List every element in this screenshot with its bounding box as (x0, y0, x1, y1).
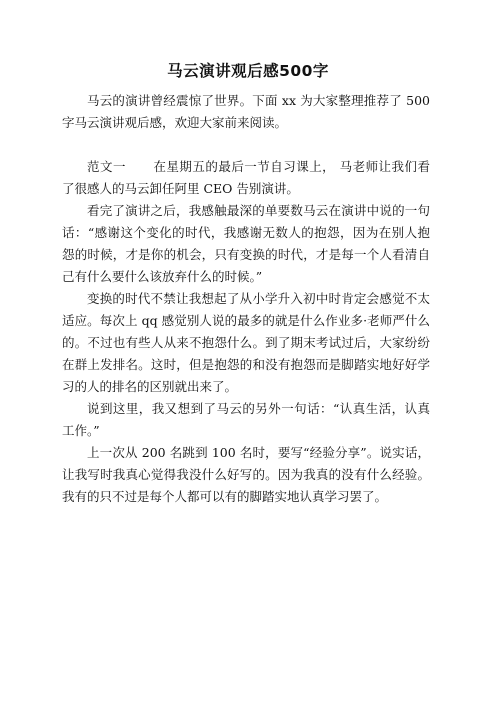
paragraph-5: 上一次从 200 名跳到 100 名时，要写“经验分享”。说实话，让我写时我真心觉得我没什么好写的。因为我真的没有什么经验。我有的只不过是每个人都可以有的脚踏实地认真学习罢了。 (62, 445, 430, 504)
paragraph-2: 看完了演讲之后，我感触最深的单要数马云在演讲中说的一句话：“感谢这个变化的时代，我感谢无数人的抱怨，因为在别人抱怨的时候，才是你的机会，只有变换的时代，才是每一个人看清自己有什么要什么该放弃什么的时候。” (62, 203, 430, 284)
paragraph-1 (62, 156, 430, 200)
intro-paragraph: 马云的演讲曾经震惊了世界。下面 xx 为大家整理推荐了 500 字马云演讲观后感，欢迎大家前来阅读。 (62, 93, 430, 130)
paragraph-4: 说到这里，我又想到了马云的另外一句话：“认真生活，认真工作。” (62, 401, 430, 438)
document-body (62, 90, 430, 508)
document-title: 马云演讲观后感500字 (167, 62, 329, 80)
paragraph-3: 变换的时代不禁让我想起了从小学升入初中时肯定会感觉不太适应。每次上 qq 感觉别人说的最多的就是什么作业多·老师严什么的。不过也有些人从来不抱怨什么。到了期末考试过后，大家纷纷在群上发排名。这时，但是抱怨的和没有抱怨而是脚踏实地好好学习的人的排名的区别就出来了。 (62, 291, 430, 394)
section-label: 范文一 (87, 159, 126, 174)
paragraph-1-text: 在星期五的最后一节自习课上， 马老师让我们看了很感人的马云卸任阿里 CEO 告别演讲。 (62, 159, 430, 196)
